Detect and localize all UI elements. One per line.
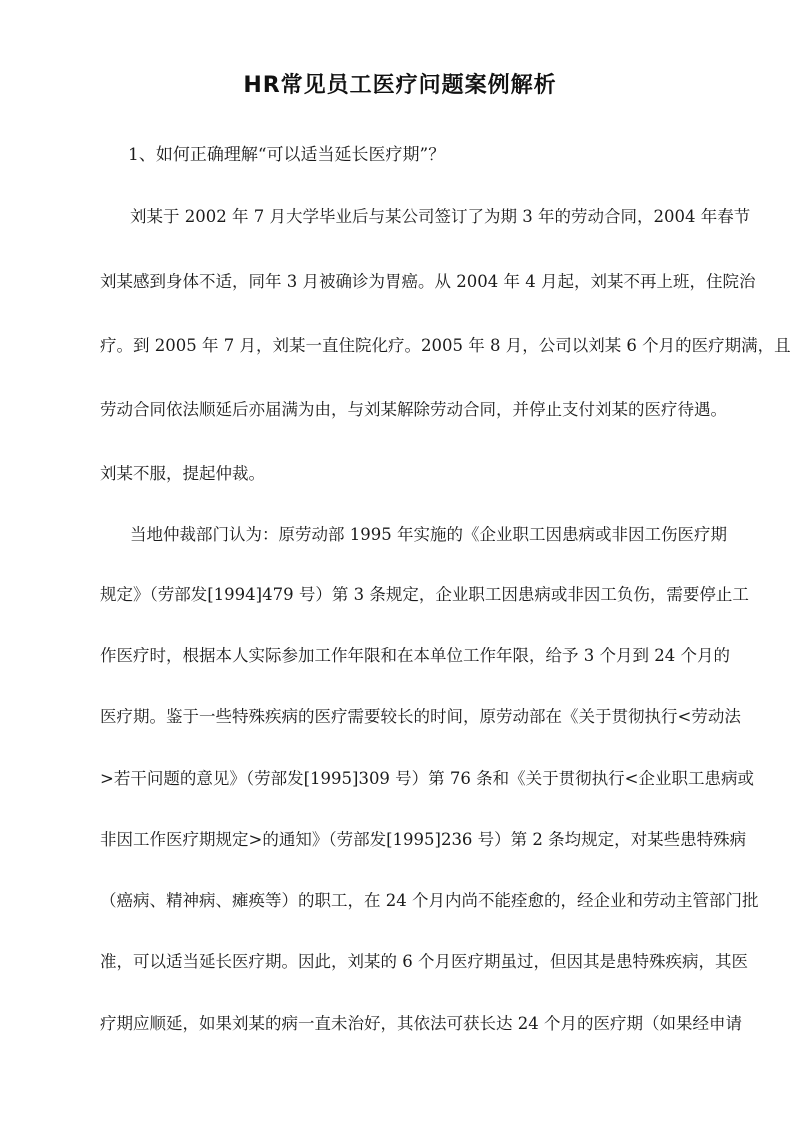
paragraph-line: 规定》（劳部发[1994]479 号）第 3 条规定，企业职工因患病或非因工负伤，需要停止工 xyxy=(100,585,749,604)
paragraph-line: 疗。到 2005 年 7 月，刘某一直住院化疗。2005 年 8 月，公司以刘某 6 个月的医疗期满，且 xyxy=(100,336,791,355)
paragraph-line: >若干问题的意见》（劳部发[1995]309 号）第 76 条和《关于贯彻执行<企业职工患病或 xyxy=(100,769,754,788)
paragraph-line: 医疗期。鉴于一些特殊疾病的医疗需要较长的时间，原劳动部在《关于贯彻执行<劳动法 xyxy=(100,707,741,726)
paragraph-line: 当地仲裁部门认为：原劳动部 1995 年实施的《企业职工因患病或非因工伤医疗期 xyxy=(130,525,727,544)
paragraph-line: 作医疗时，根据本人实际参加工作年限和在本单位工作年限，给予 3 个月到 24 个月的 xyxy=(100,646,730,665)
paragraph-line: 准，可以适当延长医疗期。因此，刘某的 6 个月医疗期虽过，但因其是患特殊疾病，其医 xyxy=(100,952,748,971)
section-heading: 1、如何正确理解“可以适当延长医疗期”？ xyxy=(128,145,446,165)
paragraph-line: 刘某感到身体不适，同年 3 月被确诊为胃癌。从 2004 年 4 月起，刘某不再上班，住院治 xyxy=(100,272,756,291)
document-title: HR常见员工医疗问题案例解析 xyxy=(243,73,557,98)
paragraph-line: 疗期应顺延，如果刘某的病一直未治好，其依法可获长达 24 个月的医疗期（如果经申请 xyxy=(100,1014,742,1033)
paragraph-line: 非因工作医疗期规定>的通知》（劳部发[1995]236 号）第 2 条均规定，对某些患特殊病 xyxy=(100,830,747,849)
paragraph-line: 刘某于 2002 年 7 月大学毕业后与某公司签订了为期 3 年的劳动合同，2004 年春节 xyxy=(130,207,751,226)
paragraph-line: 刘某不服，提起仲裁。 xyxy=(100,464,265,483)
paragraph-line: （癌病、精神病、瘫痪等）的职工，在 24 个月内尚不能痊愈的，经企业和劳动主管部门批 xyxy=(100,891,759,910)
paragraph-line: 劳动合同依法顺延后亦届满为由，与刘某解除劳动合同，并停止支付刘某的医疗待遇。 xyxy=(100,400,727,419)
